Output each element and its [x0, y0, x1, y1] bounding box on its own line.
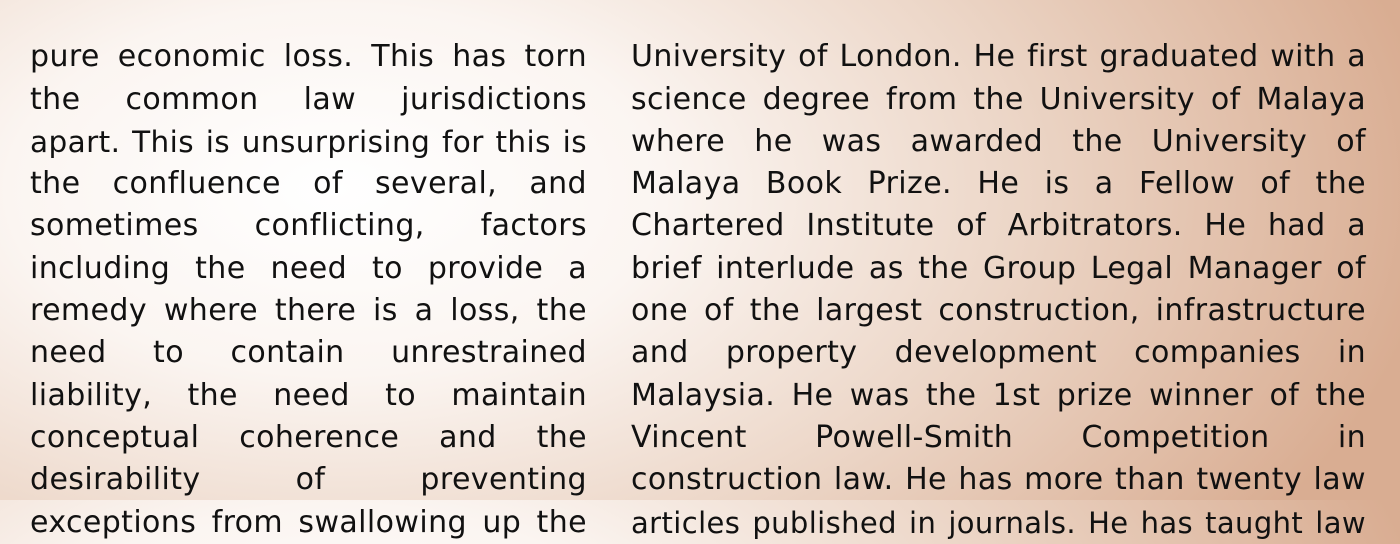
text-line: articles published in journals. He has taught law [631, 505, 1366, 540]
text-line: need to contain unrestrained [30, 335, 587, 371]
text-line: the confluence of several, and [30, 166, 587, 202]
text-line: construction law. He has more than twenty law [631, 462, 1366, 498]
left-text-column [30, 0, 587, 544]
text-line: science degree from the University of Malaya [631, 81, 1366, 117]
text-line: Malaya Book Prize. He is a Fellow of the [631, 166, 1366, 202]
text-line: one of the largest construction, infrastructure [631, 293, 1366, 329]
text-line: desirability of preventing [30, 462, 587, 498]
text-line: and property development companies in [631, 335, 1366, 371]
text-line: liability, the need to maintain [30, 377, 587, 413]
clipped-line-top [631, 0, 1366, 36]
right-text-column [631, 0, 1366, 544]
text-line: Malaysia. He was the 1st prize winner of the [631, 377, 1366, 413]
text-line: including the need to provide a [30, 250, 587, 286]
text-line: the common law jurisdictions [30, 81, 587, 117]
text-line: Vincent Powell-Smith Competition in [631, 419, 1366, 455]
text-line: pure economic loss. This has torn [30, 39, 587, 75]
text-line: brief interlude as the Group Legal Manager of [631, 250, 1366, 286]
clipped-line-top [30, 0, 587, 36]
text-line: sometimes conflicting, factors [30, 208, 587, 244]
text-line: exceptions from swallowing up the [30, 504, 587, 540]
text-line: where he was awarded the University of [631, 123, 1366, 159]
text-line: Chartered Institute of Arbitrators. He had a [631, 208, 1366, 244]
text-line: conceptual coherence and the [30, 419, 587, 455]
text-line: University of London. He first graduated with a [631, 39, 1366, 75]
text-line: remedy where there is a loss, the [30, 293, 587, 329]
text-line: apart. This is unsurprising for this is [30, 124, 587, 159]
